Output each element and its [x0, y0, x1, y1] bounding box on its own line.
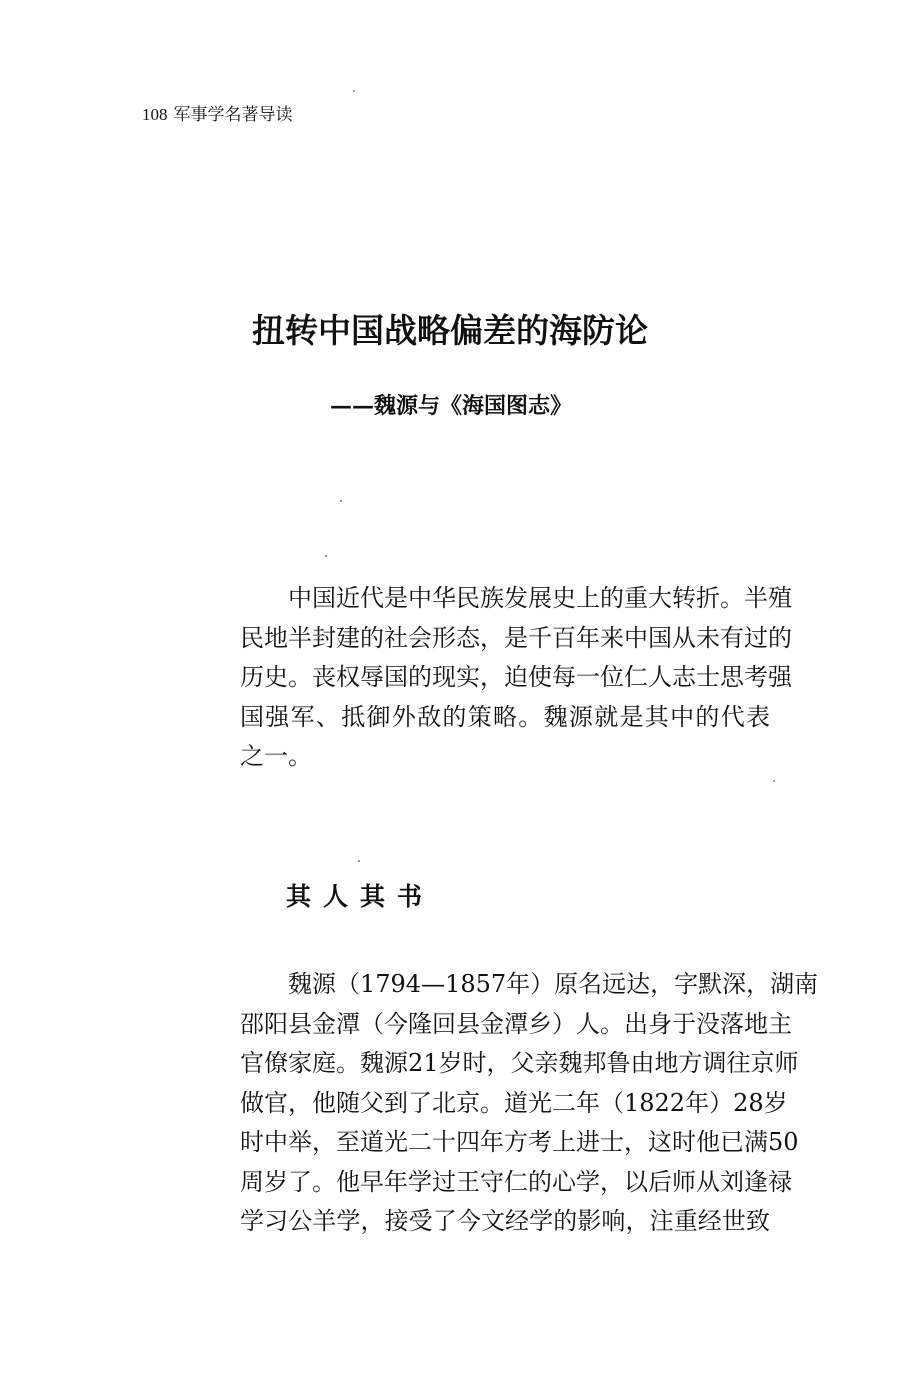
intro-line: 国强军、抵御外敌的策略。魏源就是其中的代表 [240, 702, 770, 731]
scan-speck [358, 860, 360, 862]
running-title: 军事学名著导读 [173, 105, 293, 125]
scan-speck [353, 90, 355, 92]
section-line: 魏源（1794—1857年）原名远达，字默深，湖南 [240, 970, 819, 998]
chapter-subtitle: ——魏源与《海国图志》 [330, 393, 573, 419]
scan-speck [325, 555, 327, 557]
section-line: 周岁了。他早年学过王守仁的心学，以后师从刘逢禄 [240, 1167, 792, 1196]
section-heading: 其人其书 [286, 882, 435, 911]
section-line: 做官，他随父到了北京。道光二年（1822年）28岁 [240, 1088, 788, 1117]
intro-paragraph [240, 579, 792, 777]
section-line: 邵阳县金潭（今隆回县金潭乡）人。出身于没落地主 [240, 1009, 792, 1038]
chapter-title: 扭转中国战略偏差的海防论 [252, 311, 648, 350]
section-paragraph [240, 965, 819, 1242]
intro-line: 之一。 [240, 742, 312, 770]
section-line: 官僚家庭。魏源21岁时，父亲魏邦鲁由地方调往京师 [240, 1049, 799, 1077]
running-header [142, 104, 293, 126]
intro-line: 民地半封建的社会形态，是千百年来中国从未有过的 [240, 623, 792, 652]
section-line: 学习公羊学，接受了今文经学的影响，注重经世致 [240, 1207, 770, 1235]
scan-speck [773, 780, 775, 782]
section-line: 时中举，至道光二十四年方考上进士，这时他已满50 [240, 1128, 799, 1156]
intro-line: 历史。丧权辱国的现实，迫使每一位仁人志士思考强 [240, 663, 792, 691]
intro-line: 中国近代是中华民族发展史上的重大转折。半殖 [240, 584, 792, 612]
scan-speck [340, 500, 342, 502]
page-number: 108 [142, 105, 168, 124]
